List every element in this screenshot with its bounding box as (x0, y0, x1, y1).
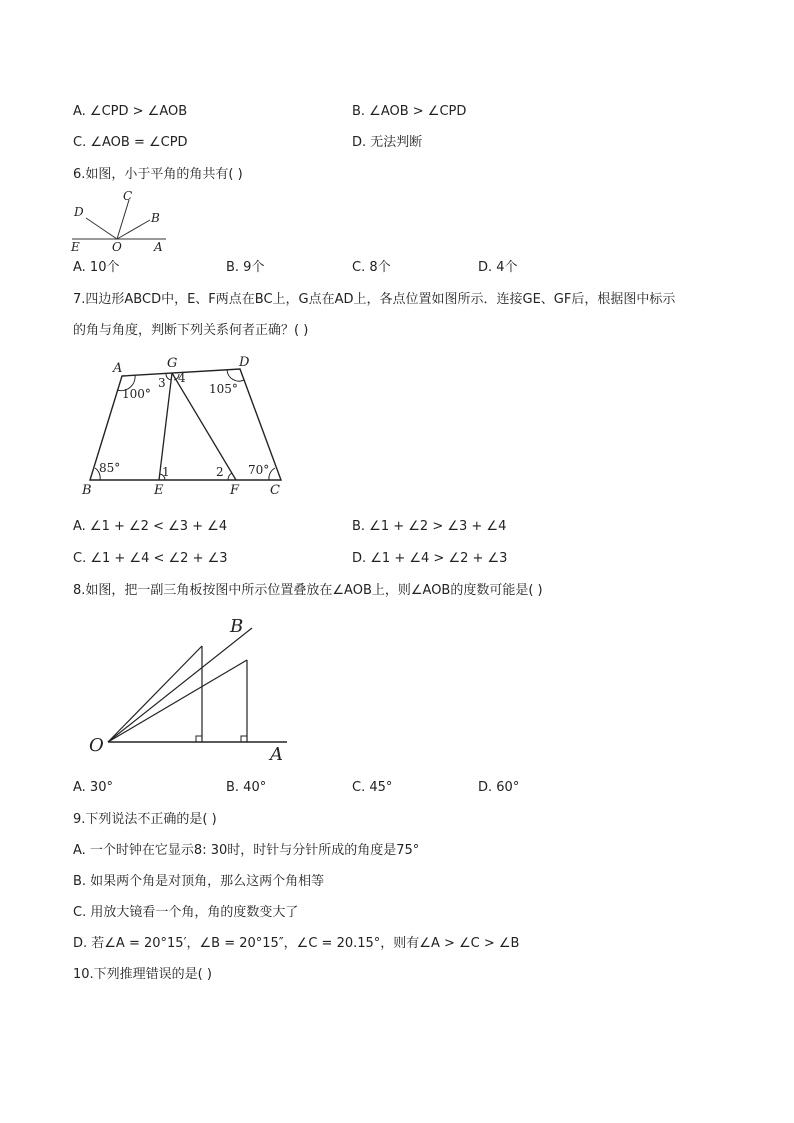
q7-label-e: E (154, 483, 164, 498)
q7-stem-line2: 的角与角度，判断下列关系何者正确？( ) (73, 323, 309, 338)
q6-label-e: E (71, 240, 80, 254)
q7-stem-line1: 7.四边形ABCD中，E、F两点在BC上，G点在AD上，各点位置如图所示．连接GE、GF后，根据图中标示 (73, 292, 676, 307)
q8-label-o: O (89, 735, 104, 756)
q8-triangle2-right-angle (241, 736, 247, 742)
q8-option-c: C. 45° (352, 780, 393, 795)
q6-figure (70, 186, 180, 254)
q6-label-o: O (112, 240, 122, 254)
q7-option-d: D. ∠1 + ∠4 > ∠2 + ∠3 (352, 551, 508, 566)
q7-label-a: A (113, 361, 123, 376)
q8-option-d: D. 60° (478, 780, 520, 795)
q7-label-g: G (167, 356, 178, 371)
q5-option-d: D. 无法判断 (352, 135, 423, 150)
q8-label-a: A (270, 744, 283, 765)
q7-option-c: C. ∠1 + ∠4 < ∠2 + ∠3 (73, 551, 228, 566)
q10-stem: 10.下列推理错误的是( ) (73, 967, 212, 982)
q9-option-c: C. 用放大镜看一个角，角的度数变大了 (73, 905, 299, 920)
q9-option-a: A. 一个时钟在它显示8: 30时，时针与分针所成的角度是75° (73, 843, 420, 858)
q7-label-4: 4 (178, 371, 186, 385)
q7-label-b: B (82, 483, 92, 498)
q7-label-1: 1 (162, 465, 170, 479)
q8-figure (82, 610, 302, 770)
q7-option-a: A. ∠1 + ∠2 < ∠3 + ∠4 (73, 519, 228, 534)
q5-option-c: C. ∠AOB = ∠CPD (73, 135, 188, 150)
q7-label-85: 85° (99, 461, 121, 475)
q5-option-b: B. ∠AOB > ∠CPD (352, 104, 467, 119)
q8-stem: 8.如图，把一副三角板按图中所示位置叠放在∠AOB上，则∠AOB的度数可能是( ) (73, 583, 543, 598)
q6-label-a: A (154, 240, 163, 254)
q6-option-d: D. 4个 (478, 260, 518, 275)
q6-label-c: C (123, 189, 133, 203)
q7-label-d: D (239, 355, 250, 370)
q8-triangle1-right-angle (196, 736, 202, 742)
q7-arc-3 (166, 374, 171, 380)
q7-label-c: C (270, 483, 280, 498)
q7-option-b: B. ∠1 + ∠2 > ∠3 + ∠4 (352, 519, 507, 534)
q7-label-2: 2 (216, 465, 224, 479)
q8-option-a: A. 30° (73, 780, 113, 795)
q8-triangle1-hyp (108, 646, 202, 742)
q8-ray-ob (108, 628, 252, 742)
q8-triangle2-hyp (108, 660, 247, 742)
q8-label-b: B (230, 616, 244, 637)
q7-figure (76, 350, 296, 500)
q5-option-a: A. ∠CPD > ∠AOB (73, 104, 188, 119)
q9-option-b: B. 如果两个角是对顶角，那么这两个角相等 (73, 874, 325, 889)
q7-label-100: 100° (122, 387, 151, 401)
q6-option-c: C. 8个 (352, 260, 391, 275)
q6-ray-od (86, 218, 117, 239)
q7-arc-c (269, 468, 275, 480)
q7-label-70: 70° (248, 463, 270, 477)
q7-label-3: 3 (158, 376, 166, 390)
q6-stem: 6.如图，小于平角的角共有( ) (73, 167, 243, 182)
q9-option-d: D. 若∠A = 20°15′，∠B = 20°15″，∠C = 20.15°，则有∠A > ∠C > ∠B (73, 936, 520, 951)
q7-arc-2 (228, 473, 232, 480)
q9-stem: 9.下列说法不正确的是( ) (73, 812, 217, 827)
q7-label-f: F (230, 483, 240, 498)
q6-option-a: A. 10个 (73, 260, 120, 275)
q6-option-b: B. 9个 (226, 260, 265, 275)
q8-option-b: B. 40° (226, 780, 267, 795)
q6-label-b: B (151, 211, 160, 225)
q7-label-105: 105° (209, 382, 238, 396)
q6-label-d: D (74, 205, 84, 219)
